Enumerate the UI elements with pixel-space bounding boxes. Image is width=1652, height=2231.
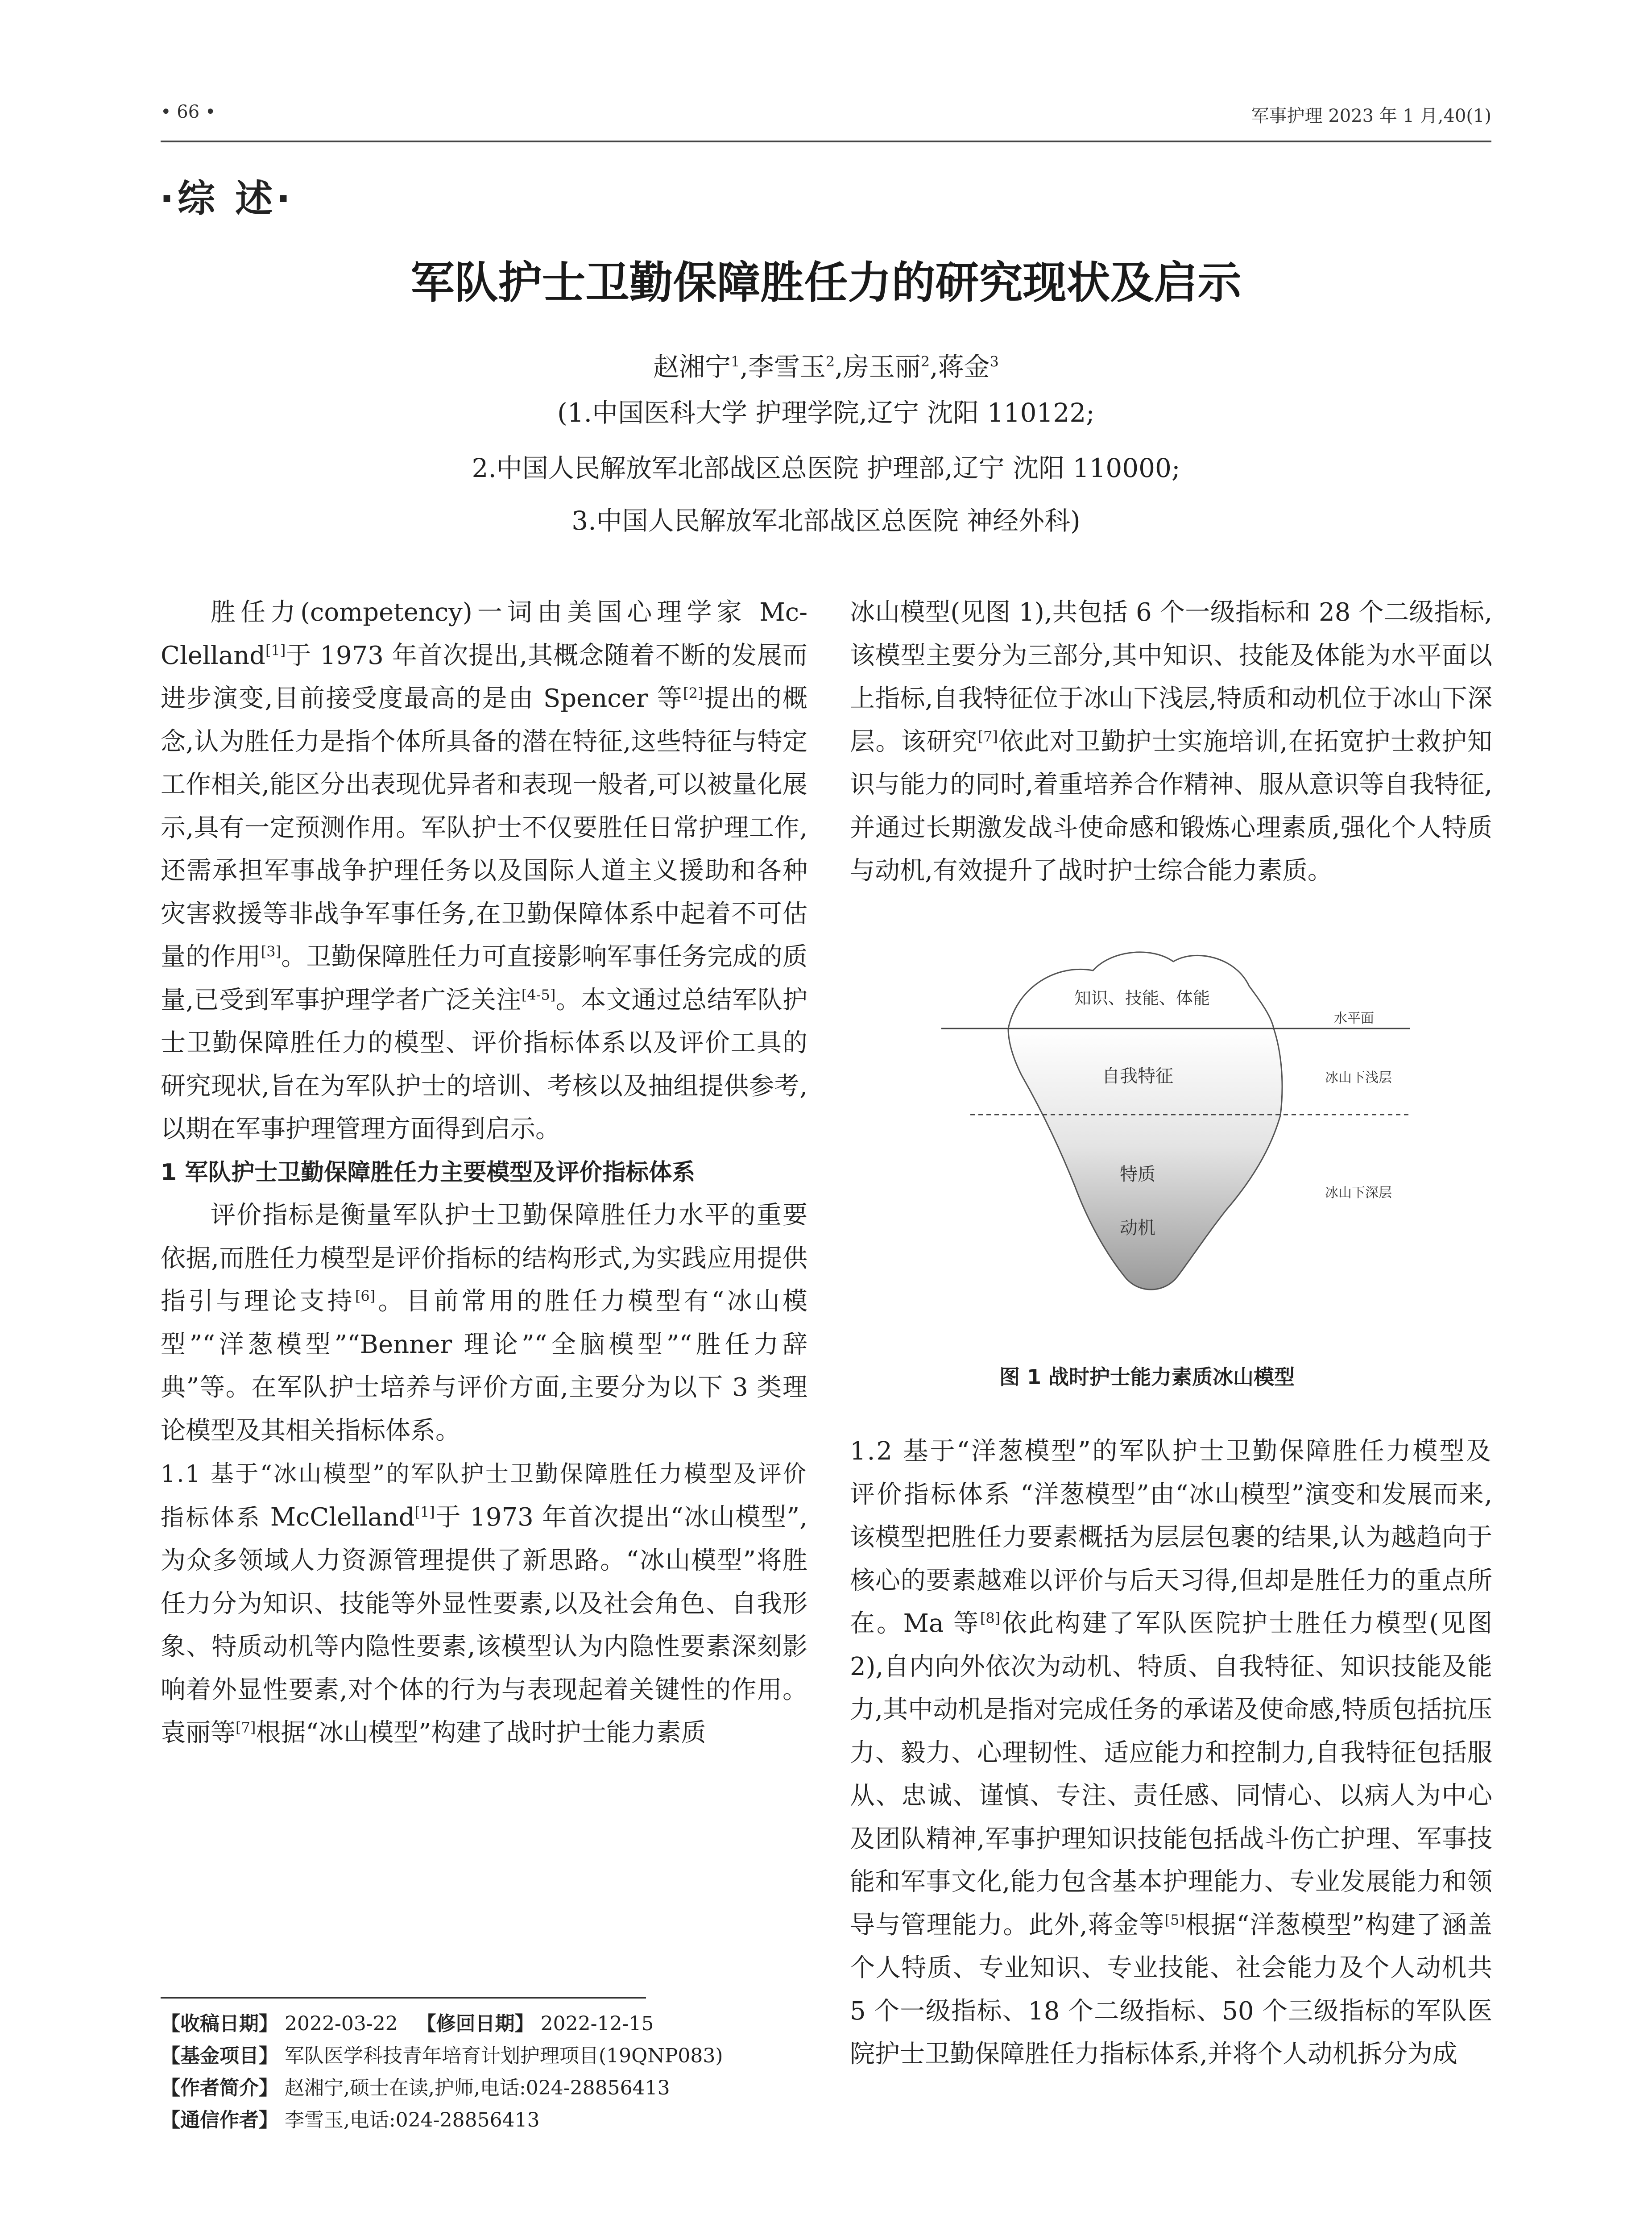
label-deep: 冰山下深层 — [1325, 1185, 1392, 1201]
header-rule — [161, 141, 1491, 142]
right-column-bottom — [850, 1430, 1492, 2076]
section-1-2-heading: 1.2 基于“洋葱模型”的军队护士卫勤保障胜任力模型及评价指标体系 — [850, 1437, 1492, 1509]
section-1-2-paragraph: 1.2 基于“洋葱模型”的军队护士卫勤保障胜任力模型及评价指标体系 “洋葱模型”由“冰山模型”演变和发展而来,该模型把胜任力要素概括为层层包裹的结果,认为越趋向于核心的要素越难以评价与后天习得,但却是胜任力的重点所在。Ma 等[8]依此构建了军队医院护士胜任力模型(见图 2),自内向外依次为动机、特质、自我特征、知识技能及能力,其中动机是指对完成任务的承诺及使命感,特质包括抗压力、毅力、心理韧性、适应能力和控制力,自我特征包括服从、忠诚、谨慎、专注、责任感、同情心、以病人为中心及团队精神,军事护理知识技能包括战斗伤亡护理、军事技能和军事文化,能力包含基本护理能力、专业发展能力和领导与管理能力。此外,蒋金等[5]根据“洋葱模型”构建了涵盖个人特质、专业知识、专业技能、社会能力及个人动机共 5 个一级指标、18 个二级指标、50 个三级指标的军队医院护士卫勤保障胜任力指标体系,并将个人动机拆分为成 — [850, 1437, 1493, 2069]
journal-info: 军事护理 2023 年 1 月,40(1) — [1251, 106, 1491, 126]
received-date: 【收稿日期】 2022-03-22 【修回日期】 2022-12-15 — [161, 2012, 654, 2035]
section-1-1-heading: 1.1 基于“冰山模型”的军队护士卫勤保障胜任力模型及评价指标体系 — [161, 1461, 807, 1531]
author-info: 【作者简介】 赵湘宁,硕士在读,护师,电话:024-28856413 — [161, 2077, 670, 2099]
label-trait: 特质 — [1120, 1164, 1155, 1185]
affiliation-1: (1.中国医科大学 护理学院,辽宁 沈阳 110122; — [557, 398, 1095, 428]
label-motive: 动机 — [1120, 1218, 1155, 1238]
author-name: 蒋金 — [938, 352, 990, 382]
author-name: 赵湘宁 — [653, 352, 731, 382]
fund-info: 【基金项目】 军队医学科技青年培育计划护理项目(19QNP083) — [161, 2044, 723, 2067]
author-list: 赵湘宁$^1$,李雪玉$^2$,房玉丽$^2$,蒋金$^3$ — [653, 352, 999, 382]
label-waterline: 水平面 — [1334, 1011, 1374, 1026]
author-name: 李雪玉 — [748, 352, 826, 382]
right-paragraph-1: 冰山模型(见图 1),共包括 6 个一级指标和 28 个二级指标,该模型主要分为三部分,其中知识、技能及体能为水平面以上指标,自我特征位于冰山下浅层,特质和动机位于冰山下深层。该研究[7]依此对卫勤护士实施培训,在拓宽护士救护知识与能力的同时,着重培养合作精神、服从意识等自我特征,并通过长期激发战斗使命感和锻炼心理素质,强化个人特质与动机,有效提升了战时护士综合能力素质。 — [850, 598, 1492, 885]
affiliation-3: 3.中国人民解放军北部战区总医院 神经外科) — [571, 506, 1081, 536]
correspondence-info: 【通信作者】 李雪玉,电话:024-28856413 — [161, 2109, 540, 2131]
figure-caption: 图 1 战时护士能力素质冰山模型 — [999, 1365, 1295, 1389]
label-shallow: 冰山下浅层 — [1325, 1070, 1392, 1086]
left-column — [161, 591, 807, 1755]
intro-paragraph: 胜任力(competency)一词由美国心理学家 Mc-Clelland[1]于 1973 年首次提出,其概念随着不断的发展而进步演变,目前接受度最高的是由 Spencer 等[2]提出的概念,认为胜任力是指个体所具备的潜在特征,这些特征与特定工作相关,能区分出表现优异者和表现一般者,可以被量化展示,具有一定预测作用。军队护士不仅要胜任日常护理工作,还需承担军事战争护理任务以及国际人道主义援助和各种灾害救援等非战争军事任务,在卫勤保障体系中起着不可估量的作用[3]。卫勤保障胜任力可直接影响军事任务完成的质量,已受到军事护理学者广泛关注[4-5]。本文通过总结军队护士卫勤保障胜任力的模型、评价指标体系以及评价工具的研究现状,旨在为军队护士的培训、考核以及抽组提供参考,以期在军事护理管理方面得到启示。 — [161, 598, 808, 1144]
label-self: 自我特征 — [1102, 1066, 1173, 1086]
label-top: 知识、技能、体能 — [1074, 988, 1210, 1008]
article-title: 军队护士卫勤保障胜任力的研究现状及启示 — [410, 257, 1242, 308]
page-number: • 66 • — [161, 102, 216, 122]
right-column-top — [850, 591, 1492, 893]
affiliation-2: 2.中国人民解放军北部战区总医院 护理部,辽宁 沈阳 110000; — [472, 453, 1180, 483]
section-1-heading: 1 军队护士卫勤保障胜任力主要模型及评价指标体系 — [161, 1159, 696, 1186]
footnotes — [161, 2008, 807, 2136]
iceberg-figure — [941, 946, 1410, 1330]
section-1-paragraph: 评价指标是衡量军队护士卫勤保障胜任力水平的重要依据,而胜任力模型是评价指标的结构形式,为实践应用提供指引与理论支持[6]。目前常用的胜任力模型有“冰山模型”“洋葱模型”“Benner 理论”“全脑模型”“胜任力辞典”等。在军队护士培养与评价方面,主要分为以下 3 类理论模型及其相关指标体系。 — [161, 1201, 807, 1445]
section-tag: ·综 述· — [160, 177, 294, 220]
section-1-1-paragraph: 1.1 基于“冰山模型”的军队护士卫勤保障胜任力模型及评价指标体系 McClelland[1]于 1973 年首次提出“冰山模型”,为众多领域人力资源管理提供了新思路。“冰山模型”将胜任力分为知识、技能等外显性要素,以及社会角色、自我形象、特质动机等内隐性要素,该模型认为内隐性要素深刻影响着外显性要素,对个体的行为与表现起着关键性的作用。袁丽等[7]根据“冰山模型”构建了战时护士能力素质 — [161, 1461, 807, 1747]
author-name: 房玉丽 — [843, 352, 921, 382]
footnote-rule — [161, 1997, 646, 1999]
